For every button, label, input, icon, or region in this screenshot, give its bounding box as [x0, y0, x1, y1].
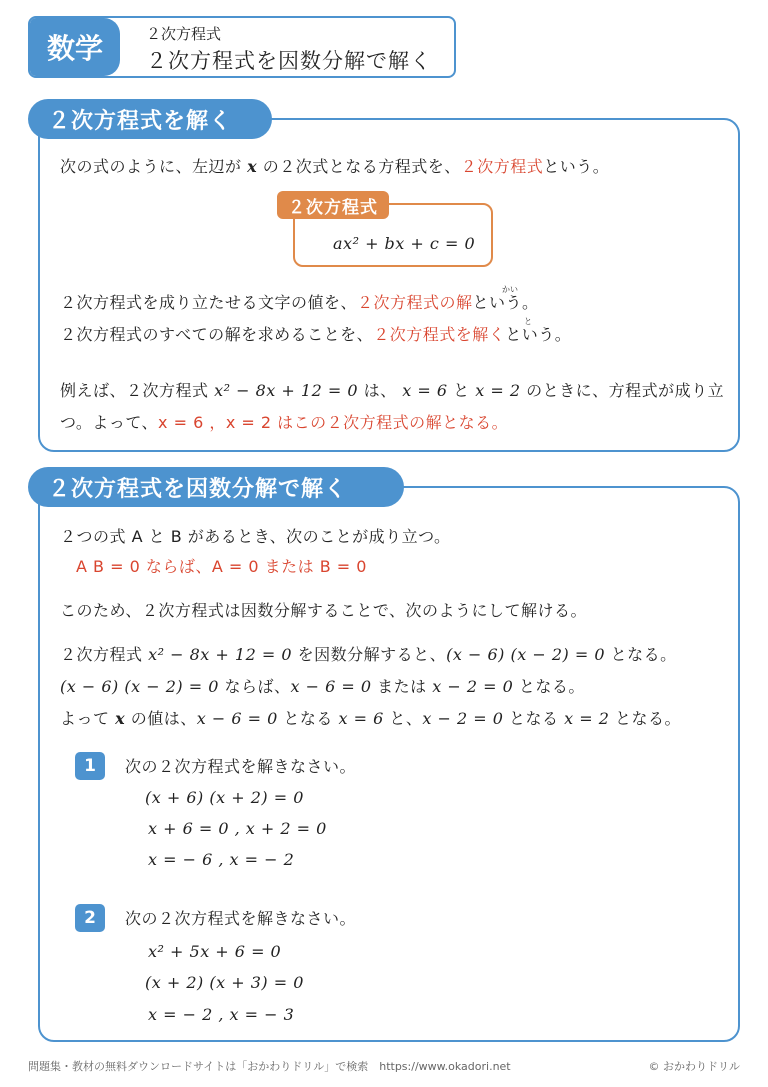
- question1-answer: x = − 6 , x = − 2: [148, 850, 295, 869]
- question2-step1: x² + 5x + 6 = 0: [148, 942, 282, 961]
- definition-solve: ２次方程式のすべての解を求めることを、２次方程式を解くという。: [60, 325, 572, 344]
- unit-label: ２次方程式: [146, 25, 222, 43]
- subject-label: 数学: [30, 18, 120, 76]
- example-line1: 例えば、２次方程式 x² − 8x + 12 = 0 は、 x = 6 と x = 2 のときに、方程式が成り立: [60, 381, 725, 400]
- question1-step1: (x + 6) (x + 2) = 0: [145, 788, 304, 807]
- definition-solution: ２次方程式を成り立たせる文字の値を、２次方程式の解という。: [60, 293, 539, 312]
- ruby-kai: かい: [502, 285, 518, 294]
- header-box: [28, 16, 456, 78]
- footer-site-info: 問題集・教材の無料ダウンロードサイトは「おかわりドリル」で検索 https://www.okadori.net: [28, 1060, 511, 1073]
- question2-number: 2: [75, 904, 105, 932]
- section1-heading: ２次方程式を解く: [28, 99, 272, 139]
- question1-number: 1: [75, 752, 105, 780]
- section2-p1: ２つの式 A と B があるとき、次のことが成り立つ。: [60, 527, 451, 546]
- question1-step2: x + 6 = 0 , x + 2 = 0: [148, 819, 327, 838]
- footer-copyright: © おかわりドリル: [648, 1060, 740, 1073]
- section2-p4: (x − 6) (x − 2) = 0 ならば、x − 6 = 0 または x − 2 = 0 となる。: [60, 677, 585, 696]
- question2-answer: x = − 2 , x = − 3: [148, 1005, 295, 1024]
- ruby-to: と: [524, 317, 532, 326]
- question2-step2: (x + 2) (x + 3) = 0: [145, 973, 304, 992]
- example-line2: つ。よって、x = 6 ，x = 2 はこの２次方程式の解となる。: [60, 413, 509, 432]
- section2-p3: ２次方程式 x² − 8x + 12 = 0 を因数分解すると、(x − 6) (x − 2) = 0 となる。: [60, 645, 677, 664]
- section2-rule: A B = 0 ならば、A = 0 または B = 0: [76, 557, 367, 576]
- section1-intro: 次の式のように、左辺が x の２次式となる方程式を、２次方程式という。: [60, 157, 610, 176]
- section2-heading: ２次方程式を因数分解で解く: [28, 467, 404, 507]
- section2-p2: このため、２次方程式は因数分解することで、次のようにして解ける。: [60, 601, 588, 620]
- formula-label: ２次方程式: [277, 191, 389, 219]
- question2-prompt: 次の２次方程式を解きなさい。: [125, 909, 357, 928]
- question1-prompt: 次の２次方程式を解きなさい。: [125, 757, 357, 776]
- section2-p5: よって x の値は、x − 6 = 0 となる x = 6 と、x − 2 = 0 となる x = 2 となる。: [60, 709, 682, 728]
- general-formula: ax² + bx + c = 0: [333, 234, 476, 253]
- page-title: ２次方程式を因数分解で解く: [146, 49, 432, 73]
